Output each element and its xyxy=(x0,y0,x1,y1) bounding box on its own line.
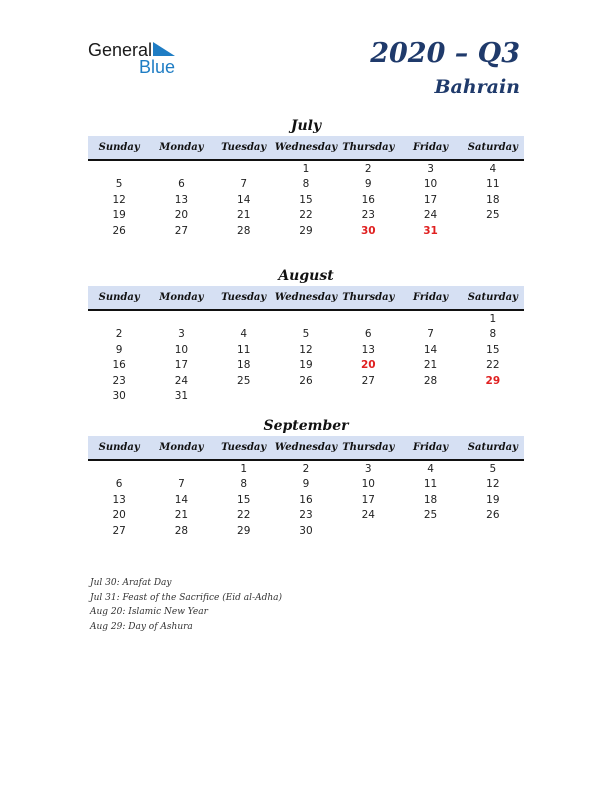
weekday-header xyxy=(88,286,524,311)
day-cell: 30 xyxy=(360,224,376,237)
day-cell: 28 xyxy=(237,224,251,237)
day-cell: 31 xyxy=(174,390,189,403)
day-cell: 2 xyxy=(302,462,310,475)
day-cell: 16 xyxy=(361,193,375,206)
weekday-label: Sunday xyxy=(98,292,140,303)
day-cell: 3 xyxy=(427,162,434,175)
day-cell: 21 xyxy=(237,209,251,222)
day-cell: 23 xyxy=(361,209,375,222)
day-cell: 6 xyxy=(115,478,123,491)
weekday-label: Thursday xyxy=(342,442,395,453)
week-row xyxy=(88,223,524,239)
day-cell: 24 xyxy=(174,374,189,387)
day-cell: 10 xyxy=(174,343,189,356)
logo xyxy=(88,40,188,76)
holiday-note: Aug 29: Day of Ashura xyxy=(90,621,193,632)
day-cell: 7 xyxy=(427,328,434,341)
weekday-label: Wednesday xyxy=(274,292,338,303)
day-cell: 14 xyxy=(174,493,189,506)
weekday-header xyxy=(88,136,524,161)
day-cell: 27 xyxy=(174,224,189,237)
week-row xyxy=(88,523,524,539)
week-row xyxy=(88,192,524,208)
day-cell: 4 xyxy=(427,462,434,475)
week-row xyxy=(88,358,524,374)
month-title: September xyxy=(263,418,349,434)
day-cell: 1 xyxy=(302,162,310,175)
day-cell: 14 xyxy=(423,343,438,356)
week-row xyxy=(88,461,524,477)
day-cell: 4 xyxy=(489,162,497,175)
holiday-notes xyxy=(90,576,282,634)
month-weeks xyxy=(88,161,524,239)
day-cell: 18 xyxy=(486,193,500,206)
day-cell: 21 xyxy=(174,509,189,522)
day-cell: 30 xyxy=(112,390,126,403)
day-cell: 5 xyxy=(302,328,310,341)
day-cell: 13 xyxy=(174,193,189,206)
day-cell: 17 xyxy=(174,359,189,372)
weekday-label: Thursday xyxy=(342,292,395,303)
week-row xyxy=(88,177,524,193)
day-cell: 2 xyxy=(364,162,372,175)
day-cell: 29 xyxy=(237,524,251,537)
day-cell: 11 xyxy=(237,343,251,356)
day-cell: 6 xyxy=(364,328,372,341)
day-cell: 15 xyxy=(486,343,500,356)
day-cell: 22 xyxy=(486,359,500,372)
day-cell: 22 xyxy=(299,209,313,222)
day-cell: 17 xyxy=(361,493,375,506)
weekday-label: Tuesday xyxy=(221,292,267,303)
weekday-label: Sunday xyxy=(98,142,140,153)
holiday-note: Aug 20: Islamic New Year xyxy=(90,607,208,617)
day-cell: 29 xyxy=(485,374,501,387)
logo-text-general: General xyxy=(88,40,153,60)
holiday-note: Jul 30: Arafat Day xyxy=(90,578,172,588)
weekday-label: Tuesday xyxy=(221,442,267,453)
week-row xyxy=(88,508,524,524)
week-row xyxy=(88,492,524,508)
day-cell: 9 xyxy=(364,178,372,191)
day-cell: 20 xyxy=(112,509,126,522)
week-row xyxy=(88,477,524,493)
day-cell: 8 xyxy=(240,478,248,491)
week-row xyxy=(88,208,524,224)
day-cell: 12 xyxy=(112,193,126,206)
day-cell: 26 xyxy=(299,374,313,387)
day-cell: 22 xyxy=(237,509,251,522)
day-cell: 4 xyxy=(240,328,248,341)
week-row xyxy=(88,389,524,405)
day-cell: 9 xyxy=(115,343,123,356)
weekday-label: Friday xyxy=(412,442,449,453)
day-cell: 13 xyxy=(112,493,126,506)
month-july xyxy=(88,116,524,239)
day-cell: 10 xyxy=(423,178,438,191)
day-cell: 27 xyxy=(361,374,375,387)
weekday-label: Sunday xyxy=(98,442,140,453)
day-cell: 11 xyxy=(423,478,438,491)
holiday-note: Jul 31: Feast of the Sacrifice (Eid al-Adha) xyxy=(90,592,283,603)
day-cell: 9 xyxy=(302,478,310,491)
day-cell: 19 xyxy=(299,359,313,372)
day-cell: 8 xyxy=(302,178,310,191)
day-cell: 24 xyxy=(361,509,375,522)
month-title: July xyxy=(290,118,322,134)
day-cell: 7 xyxy=(178,478,185,491)
weekday-header xyxy=(88,436,524,461)
day-cell: 1 xyxy=(489,312,497,325)
weekday-label: Thursday xyxy=(342,142,395,153)
logo-text-blue: Blue xyxy=(139,57,176,77)
day-cell: 6 xyxy=(178,178,185,191)
week-row xyxy=(88,373,524,389)
day-cell: 17 xyxy=(423,193,438,206)
day-cell: 20 xyxy=(174,209,189,222)
day-cell: 12 xyxy=(299,343,313,356)
day-cell: 27 xyxy=(112,524,126,537)
day-cell: 8 xyxy=(489,328,497,341)
day-cell: 21 xyxy=(423,359,438,372)
day-cell: 25 xyxy=(423,509,438,522)
day-cell: 3 xyxy=(178,328,185,341)
weekday-label: Friday xyxy=(412,292,449,303)
day-cell: 20 xyxy=(360,359,376,372)
day-cell: 31 xyxy=(423,224,438,237)
day-cell: 15 xyxy=(237,493,251,506)
week-row xyxy=(88,311,524,327)
day-cell: 18 xyxy=(237,359,251,372)
weekday-label: Tuesday xyxy=(221,142,267,153)
day-cell: 14 xyxy=(237,193,251,206)
week-row xyxy=(88,161,524,177)
weekday-label: Saturday xyxy=(467,442,518,453)
day-cell: 28 xyxy=(174,524,189,537)
day-cell: 23 xyxy=(299,509,313,522)
month-title: August xyxy=(278,268,334,284)
day-cell: 29 xyxy=(299,224,313,237)
day-cell: 15 xyxy=(299,193,313,206)
weekday-label: Monday xyxy=(159,142,204,153)
day-cell: 5 xyxy=(489,462,497,475)
day-cell: 12 xyxy=(486,478,500,491)
day-cell: 3 xyxy=(364,462,372,475)
day-cell: 7 xyxy=(240,178,248,191)
day-cell: 5 xyxy=(115,178,123,191)
day-cell: 11 xyxy=(486,178,500,191)
month-weeks xyxy=(88,311,524,404)
day-cell: 25 xyxy=(237,374,251,387)
day-cell: 30 xyxy=(299,524,313,537)
day-cell: 24 xyxy=(423,209,438,222)
weekday-label: Monday xyxy=(159,442,204,453)
weekday-label: Saturday xyxy=(467,142,518,153)
day-cell: 19 xyxy=(486,493,500,506)
day-cell: 28 xyxy=(423,374,438,387)
month-weeks xyxy=(88,461,524,539)
month-august xyxy=(88,266,524,404)
week-row xyxy=(88,342,524,358)
weekday-label: Wednesday xyxy=(274,142,338,153)
country-subtitle: Bahrain xyxy=(434,76,520,98)
day-cell: 26 xyxy=(486,509,500,522)
day-cell: 16 xyxy=(299,493,313,506)
day-cell: 16 xyxy=(112,359,126,372)
day-cell: 18 xyxy=(423,493,438,506)
month-september xyxy=(88,416,524,539)
weekday-label: Friday xyxy=(412,142,449,153)
day-cell: 10 xyxy=(361,478,375,491)
day-cell: 26 xyxy=(112,224,126,237)
page-title: 2020 – Q3 xyxy=(370,38,520,69)
weekday-label: Wednesday xyxy=(274,442,338,453)
day-cell: 23 xyxy=(112,374,126,387)
day-cell: 2 xyxy=(115,328,123,341)
weekday-label: Monday xyxy=(159,292,204,303)
day-cell: 19 xyxy=(112,209,126,222)
day-cell: 25 xyxy=(486,209,500,222)
weekday-label: Saturday xyxy=(467,292,518,303)
day-cell: 13 xyxy=(361,343,375,356)
day-cell: 1 xyxy=(240,462,248,475)
week-row xyxy=(88,327,524,343)
